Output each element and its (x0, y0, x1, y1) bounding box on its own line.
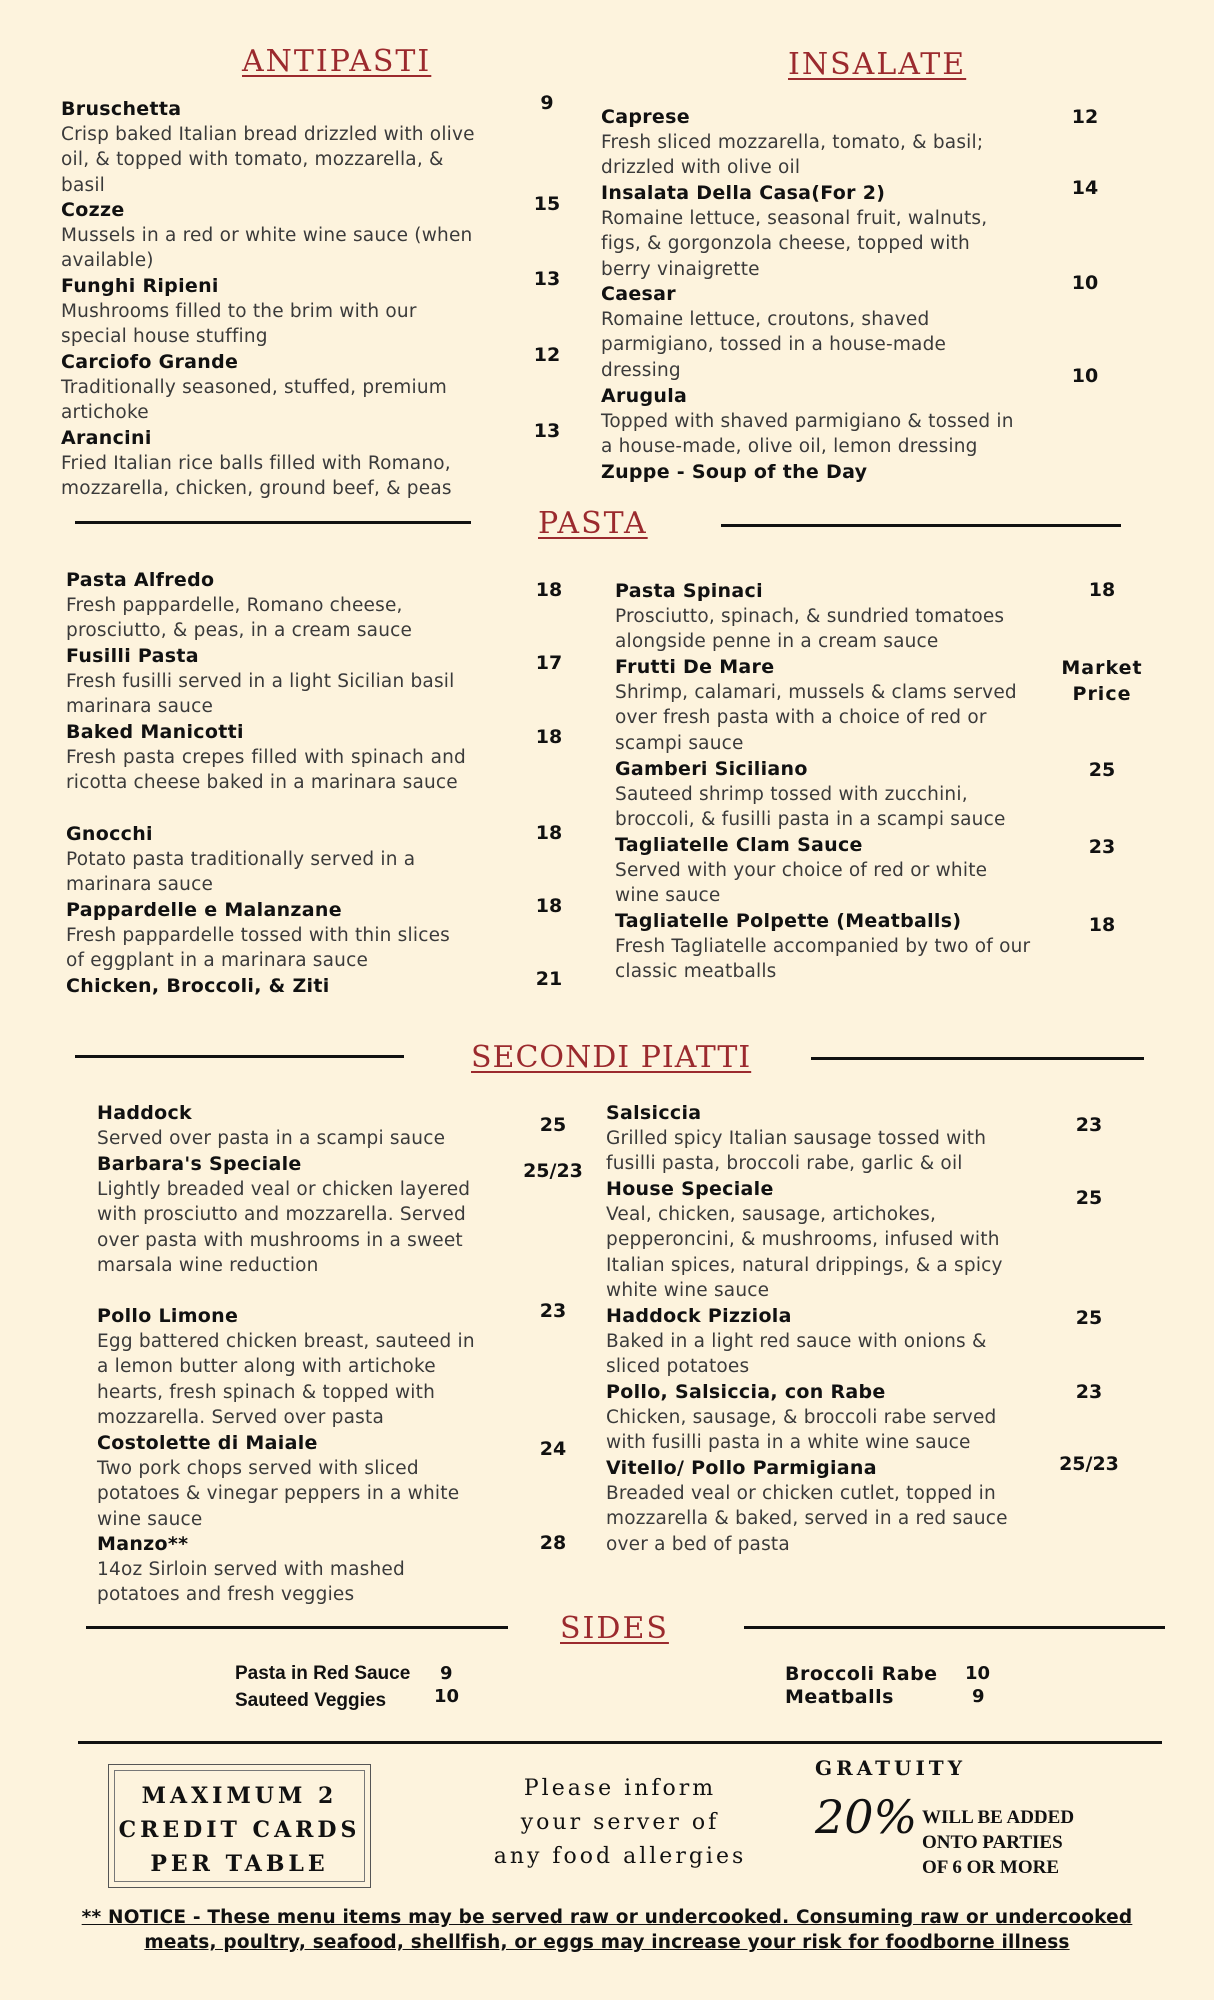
item-price: 18 (1088, 579, 1116, 601)
menu-item: Zuppe - Soup of the Day (601, 461, 868, 483)
menu-item: Haddock Served over pasta in a scampi sauce (97, 1102, 446, 1149)
side-price: 9 (972, 1686, 985, 1707)
item-price: 23 (539, 1300, 567, 1322)
menu-item: Haddock Pizziola Baked in a light red sauce with onions & sliced potatoes (606, 1305, 987, 1378)
credit-card-notice: MAXIMUM 2 CREDIT CARDS PER TABLE (108, 1764, 371, 1888)
menu-item: Gamberi Siciliano Sauteed shrimp tossed with zucchini, broccoli, & fusilli pasta in a scampi sauce (615, 758, 1006, 831)
menu-item: Manzo** 14oz Sirloin served with mashed potatoes and fresh veggies (97, 1533, 405, 1606)
divider (744, 1626, 1165, 1629)
menu-item: Arugula Topped with shaved parmigiano & tossed in a house-made, olive oil, lemon dressing (601, 385, 1014, 458)
item-price: 28 (539, 1532, 567, 1554)
gratuity-title: GRATUITY (815, 1756, 966, 1780)
item-price: 25/23 (1059, 1453, 1119, 1475)
item-price: 21 (535, 968, 563, 990)
side-item: Pasta in Red Sauce (235, 1663, 411, 1684)
side-item: Broccoli Rabe (785, 1663, 938, 1685)
menu-item: Pasta Spinaci Prosciutto, spinach, & sundried tomatoes alongside penne in a cream sauce (615, 580, 1005, 653)
item-price: 18 (535, 579, 563, 601)
side-price: 9 (440, 1663, 453, 1684)
menu-item: Carciofo Grande Traditionally seasoned, stuffed, premium artichoke (61, 351, 447, 424)
menu-item: Pollo Limone Egg battered chicken breast, sauteed in a lemon butter along with artichoke hearts, fresh spinach & topped with mozzarella. Served over pasta (97, 1305, 475, 1429)
divider (86, 1626, 508, 1629)
item-price: 25 (539, 1114, 567, 1136)
menu-item: Salsiccia Grilled spicy Italian sausage tossed with fusilli pasta, broccoli rabe, garlic & oil (606, 1102, 987, 1175)
raw-food-notice: ** NOTICE - These menu items may be served raw or undercooked. Consuming raw or undercooked meats, poultry, seafood, shellfish, or eggs may increase your risk for foodborne illness (81, 1907, 1133, 1953)
menu-item: Tagliatelle Clam Sauce Served with your choice of red or white wine sauce (615, 834, 988, 907)
gratuity-percent: 20% (815, 1790, 918, 1844)
item-price: 10 (1071, 365, 1099, 387)
menu-item: Vitello/ Pollo Parmigiana Breaded veal or chicken cutlet, topped in mozzarella & baked, served in a red sauce over a bed of pasta (606, 1457, 1008, 1555)
menu-item: Pappardelle e Malanzane Fresh pappardelle tossed with thin slices of eggplant in a marinara sauce (66, 899, 450, 972)
menu-item: Pasta Alfredo Fresh pappardelle, Romano cheese, prosciutto, & peas, in a cream sauce (66, 569, 413, 642)
item-price: Market Price (1061, 657, 1143, 705)
pasta-title: PASTA (538, 506, 648, 541)
divider (811, 1057, 1144, 1060)
side-item: Sauteed Veggies (235, 1690, 387, 1711)
item-price: 10 (1071, 272, 1099, 294)
divider (75, 1055, 404, 1058)
item-price: 9 (540, 92, 554, 114)
divider (78, 1741, 1162, 1744)
item-price: 14 (1071, 177, 1099, 199)
menu-item: Caprese Fresh sliced mozzarella, tomato, & basil; drizzled with olive oil (601, 106, 984, 179)
menu-item: Tagliatelle Polpette (Meatballs) Fresh Tagliatelle accompanied by two of our classic meatballs (615, 910, 1031, 983)
menu-item: House Speciale Veal, chicken, sausage, artichokes, pepperoncini, & mushrooms, infused with Italian spices, natural drippings, & a spicy white wine sauce (606, 1178, 1003, 1302)
item-price: 25 (1075, 1187, 1103, 1209)
insalate-title: INSALATE (788, 47, 967, 82)
item-price: 17 (535, 652, 563, 674)
menu-item: Funghi Ripieni Mushrooms filled to the brim with our special house stuffing (61, 275, 417, 348)
item-price: 25 (1088, 759, 1116, 781)
item-price: 12 (533, 344, 561, 366)
sides-title: SIDES (560, 1611, 669, 1646)
item-price: 23 (1088, 836, 1116, 858)
menu-item: Pollo, Salsiccia, con Rabe Chicken, sausage, & broccoli rabe served with fusilli pasta in a white wine sauce (606, 1381, 997, 1454)
item-price: 12 (1071, 106, 1099, 128)
item-price: 18 (1088, 914, 1116, 936)
divider (75, 521, 471, 524)
menu-item: Barbara's Speciale Lightly breaded veal or chicken layered with prosciutto and mozzarella. Served over pasta with mushrooms in a sweet marsala wine reduction (97, 1153, 471, 1277)
item-price: 25/23 (523, 1160, 583, 1182)
side-item: Meatballs (785, 1686, 894, 1708)
menu-item: Arancini Fried Italian rice balls filled with Romano, mozzarella, chicken, ground beef, & peas (61, 427, 452, 500)
item-price: 13 (533, 268, 561, 290)
menu-item: Chicken, Broccoli, & Ziti (66, 975, 330, 997)
menu-item: Bruschetta Crisp baked Italian bread drizzled with olive oil, & topped with tomato, mozzarella, & basil (61, 98, 475, 196)
item-price: 23 (1075, 1114, 1103, 1136)
item-price: 18 (535, 726, 563, 748)
item-price: 18 (535, 822, 563, 844)
item-price: 24 (539, 1438, 567, 1460)
menu-item: Cozze Mussels in a red or white wine sauce (when available) (61, 199, 473, 272)
menu-item: Insalata Della Casa(For 2) Romaine lettuce, seasonal fruit, walnuts, figs, & gorgonzola cheese, topped with berry vinaigrette (601, 182, 988, 280)
divider (721, 524, 1121, 527)
allergy-notice: Please inform your server of any food allergies (493, 1776, 747, 1869)
item-price: 25 (1075, 1307, 1103, 1329)
gratuity-text: WILL BE ADDED ONTO PARTIES OF 6 OR MORE (922, 1807, 1075, 1878)
item-price: 23 (1075, 1381, 1103, 1403)
item-price: 13 (533, 420, 561, 442)
side-price: 10 (965, 1663, 991, 1684)
item-price: 15 (533, 193, 561, 215)
antipasti-title: ANTIPASTI (242, 44, 432, 79)
menu-item: Baked Manicotti Fresh pasta crepes filled with spinach and ricotta cheese baked in a marinara sauce (66, 721, 466, 794)
menu-item: Gnocchi Potato pasta traditionally served in a marinara sauce (66, 823, 416, 896)
menu-item: Caesar Romaine lettuce, croutons, shaved parmigiano, tossed in a house-made dressing (601, 283, 947, 381)
menu-item: Fusilli Pasta Fresh fusilli served in a light Sicilian basil marinara sauce (66, 645, 455, 718)
menu-item: Frutti De Mare Shrimp, calamari, mussels & clams served over fresh pasta with a choice of red or scampi sauce (615, 656, 1017, 754)
secondi-title: SECONDI PIATTI (471, 1040, 752, 1075)
side-price: 10 (434, 1686, 460, 1707)
menu-item: Costolette di Maiale Two pork chops served with sliced potatoes & vinegar peppers in a white wine sauce (97, 1432, 460, 1530)
item-price: 18 (535, 895, 563, 917)
